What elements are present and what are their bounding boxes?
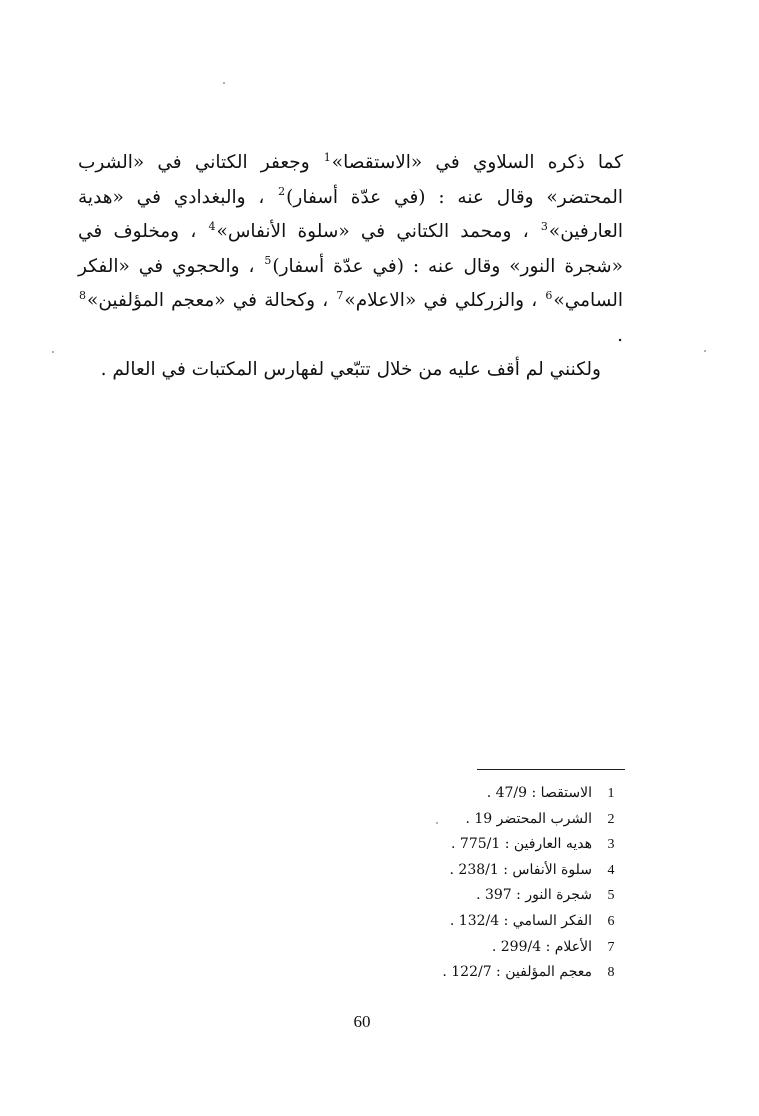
text-segment: ، والحجوي في «الفكر السامي» — [78, 255, 623, 311]
scan-speck — [223, 82, 225, 84]
footnote-number: 2 — [607, 811, 615, 827]
text-segment: كما ذكره السلاوي في «الاستقصا» — [331, 152, 623, 173]
footnote-ref[interactable]: 1 — [323, 150, 331, 164]
footnote-number: 5 — [607, 888, 615, 904]
footnote-text: الأعلام : 299/4 . — [491, 938, 592, 955]
footnote-item — [380, 909, 630, 935]
text-segment: ، ومحمد الكتاني في «سلوة الأنفاس» — [216, 221, 540, 242]
footnote-ref[interactable]: 6 — [545, 288, 553, 302]
scan-speck — [52, 351, 54, 353]
footnote-item — [380, 832, 630, 858]
footnote-number: 3 — [607, 837, 615, 853]
footnote-text: الشرب المحتضر 19 . — [465, 810, 592, 827]
paragraph-sources — [78, 146, 623, 353]
text-segment: ، والزركلي في «الاعلام» — [344, 290, 545, 311]
main-text — [78, 146, 623, 388]
footnote-text: سلوة الأنفاس : 238/1 . — [449, 861, 592, 878]
footnote-number: 7 — [607, 939, 615, 955]
footnote-number: 4 — [607, 862, 615, 878]
footnote-text: الاستقصا : 47/9 . — [486, 785, 592, 801]
footnote-number: 6 — [607, 913, 615, 929]
paragraph-conclusion: ولكنني لم أقف عليه من خلال تتبّعي لفهارس المكتبات في العالم . — [100, 359, 601, 380]
footnote-item — [380, 960, 630, 986]
footnote-item — [380, 781, 630, 807]
page-number: 60 — [353, 1012, 371, 1031]
text-segment: ، وكحالة في «معجم المؤلفين» — [87, 290, 336, 311]
text-segment: . — [617, 324, 623, 346]
footnote-ref[interactable]: 4 — [208, 219, 216, 233]
text-segment: ، والبغدادي في «هدية العارفين» — [78, 186, 623, 242]
footnote-item — [380, 858, 630, 884]
footnote-ref[interactable]: 2 — [278, 185, 286, 199]
footnote-separator — [477, 769, 625, 770]
footnote-ref[interactable]: 8 — [79, 288, 86, 302]
footnote-text: هديه العارفين : 775/1 . — [451, 836, 592, 853]
footnote-item — [380, 883, 630, 909]
footnote-ref[interactable]: 7 — [336, 288, 344, 302]
footnotes-list — [380, 781, 630, 986]
footnote-text: معجم المؤلفين : 122/7 . — [442, 964, 592, 981]
scan-speck — [704, 350, 706, 352]
footnote-text: شجرة النور : 397 . — [476, 887, 592, 904]
footnote-ref[interactable]: 5 — [264, 254, 272, 268]
footnote-number: 8 — [607, 965, 615, 981]
footnote-text: الفكر السامي : 132/4 . — [449, 912, 592, 929]
text-segment: ، ومخلوف في «شجرة النور» وقال عنه : (في عدّة أسفار) — [78, 221, 623, 277]
footnote-item — [380, 807, 630, 833]
footnote-ref[interactable]: 3 — [540, 219, 548, 233]
footnote-number: 1 — [607, 786, 615, 801]
footnote-item — [380, 935, 630, 961]
text-segment: وجعفر الكتاني في «الشرب المحتضر» وقال عنه : (في عدّة أسفار) — [78, 152, 624, 208]
